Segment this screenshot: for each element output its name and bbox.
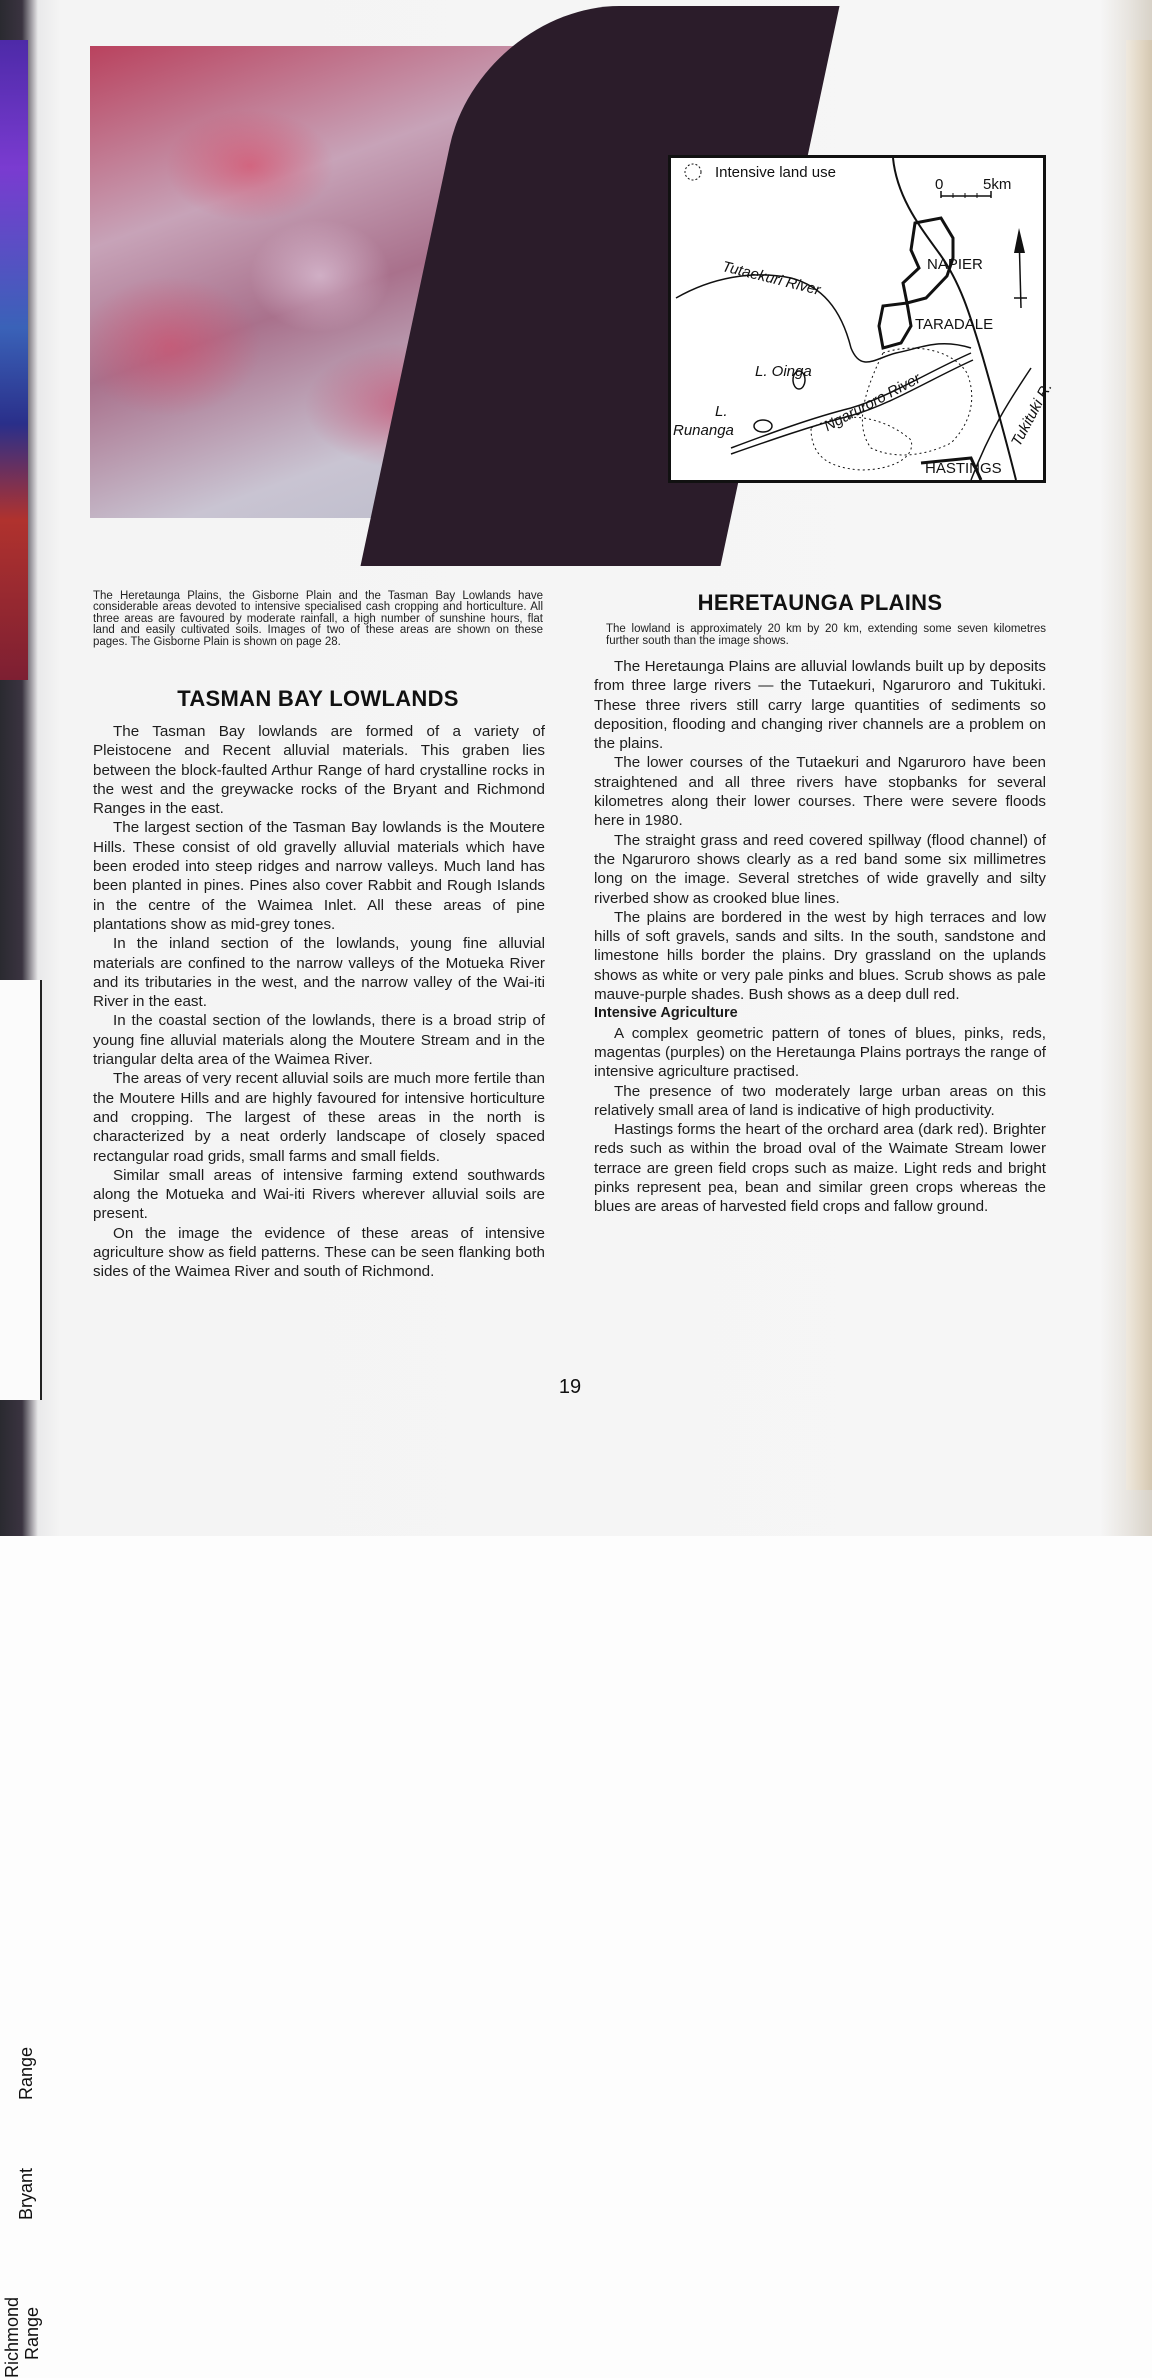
page-edge: [1126, 40, 1152, 1490]
tasman-body: [93, 722, 545, 1282]
paragraph: The plains are bordered in the west by high terraces and low hills of soft gravels, sands and silts. In the south, sandstone and limestone hills border the plains. Dry grassland on the uplands shows as white or very pale pinks and blues. Scrub shows as pale mauve-purple shades. Bush shows as a deep dull red.: [594, 908, 1046, 1004]
paragraph: Hastings forms the heart of the orchard area (dark red). Brighter reds such as within the broad oval of the Waimate Stream lower terrace are green field crops such as maize. Light reds and bright pinks represent pea, bean and similar green crops whereas the blues are areas of harvested field crops and fallow ground.: [594, 1121, 1046, 1216]
lake-label: Runanga: [673, 422, 734, 439]
scale-start-label: 0: [935, 176, 944, 193]
place-label: NAPIER: [927, 256, 983, 273]
left-map-label: Richmond: [2, 2296, 22, 2378]
left-map-label: Range: [22, 2306, 42, 2360]
figure-caption: The Heretaunga Plains, the Gisborne Plain and the Tasman Bay Lowlands have considerable areas devoted to intensive specialised cash cropping and horticulture. All three areas are favoured by moderate rainfall, a high number of sunshine hours, flat land and easily cultivated soils. Images of two of these areas are shown on these pages. The Gisborne Plain is shown on page 28.: [93, 590, 543, 648]
paragraph: Similar small areas of intensive farming extend southwards along the Motueka and Wai-iti Rivers wherever alluvial soils are present.: [93, 1166, 545, 1223]
heretaunga-body: [594, 657, 1046, 1217]
subheading: Intensive Agriculture: [594, 1005, 738, 1022]
left-map-label: Bryant: [16, 2167, 36, 2220]
map-legend-label: Intensive land use: [715, 164, 836, 181]
facing-page-image-edge: [0, 40, 28, 680]
paragraph: A complex geometric pattern of tones of blues, pinks, reds, magentas (purples) on the Heretaunga Plains portrays the range of intensive agriculture practised.: [594, 1024, 1046, 1081]
location-map: [668, 155, 1056, 483]
river-label: Tukituki R.: [1007, 379, 1056, 450]
river-label: Ngaruroro River: [821, 369, 924, 436]
paragraph: The presence of two moderately large urban areas on this relatively small area of land is indicative of high productivity.: [594, 1082, 1046, 1119]
paragraph: In the coastal section of the lowlands, there is a broad strip of young fine alluvial materials along the Moutere Stream and in the triangular delta area of the Waimea River.: [93, 1012, 545, 1069]
left-map-label: Range: [16, 2046, 36, 2100]
paragraph: The Tasman Bay lowlands are formed of a variety of Pleistocene and Recent alluvial materials. This graben lies between the block-faulted Arthur Range of hard crystalline rocks in the west and the greywacke rocks of the Bryant and Richmond Ranges in the east.: [93, 723, 545, 818]
facing-page-map-edge: [0, 980, 42, 2378]
section-heading: HERETAUNGA PLAINS: [697, 590, 943, 615]
page-number: 19: [558, 1376, 582, 1398]
place-label: TARADALE: [915, 316, 994, 333]
place-label: HASTINGS: [925, 460, 1002, 477]
paragraph: On the image the evidence of these areas of intensive agriculture show as field patterns. These can be seen flanking both sides of the Waimea River and south of Richmond.: [93, 1224, 545, 1281]
paragraph: In the inland section of the lowlands, young fine alluvial materials are confined to the narrow valleys of the Motueka River and its tributaries in the west, and the narrow valley of the Wai-iti River in the east.: [93, 935, 545, 1011]
lake-label: L.: [715, 403, 728, 420]
section-heading: TASMAN BAY LOWLANDS: [177, 686, 459, 711]
section-subtitle: The lowland is approximately 20 km by 20 km, extending some seven kilometres further south than the image shows.: [606, 623, 1046, 647]
paragraph: The areas of very recent alluvial soils are much more fertile than the Moutere Hills and are highly favoured for intensive horticulture and cropping. The largest of these areas in the north is characterized by a neat orderly landscape of closely spaced rectangular road grids, small farms and small fields.: [93, 1070, 545, 1165]
paragraph: The lower courses of the Tutaekuri and Ngaruroro have been straightened and all three rivers have stopbanks for several kilometres along their lower courses. There were severe floods here in 1980.: [594, 754, 1046, 830]
lake-label: L. Oinga: [755, 363, 812, 380]
paragraph: The straight grass and reed covered spillway (flood channel) of the Ngaruroro shows clearly as a red band some six millimetres long on the image. Several stretches of wide gravelly and silty riverbed show as crooked blue lines.: [594, 831, 1046, 907]
satellite-image: [90, 46, 650, 518]
paragraph: The Heretaunga Plains are alluvial lowlands built up by deposits from three large rivers — the Tutaekuri, Ngaruroro and Tukituki. These three rivers still carry large quantities of sediments so deposition, flooding and changing river channels are a problem on the plains.: [594, 658, 1046, 753]
scale-end-label: 5km: [983, 176, 1012, 193]
paragraph: The largest section of the Tasman Bay lowlands is the Moutere Hills. These consist of old gravelly alluvial materials which have been eroded into steep ridges and narrow valleys. Much land has been planted in pines. Pines also cover Rabbit and Rough Islands in the centre of the Waimea Inlet. All these areas of pine plantations show as mid-grey tones.: [93, 819, 545, 933]
river-label: Tutaekuri River: [720, 258, 823, 299]
